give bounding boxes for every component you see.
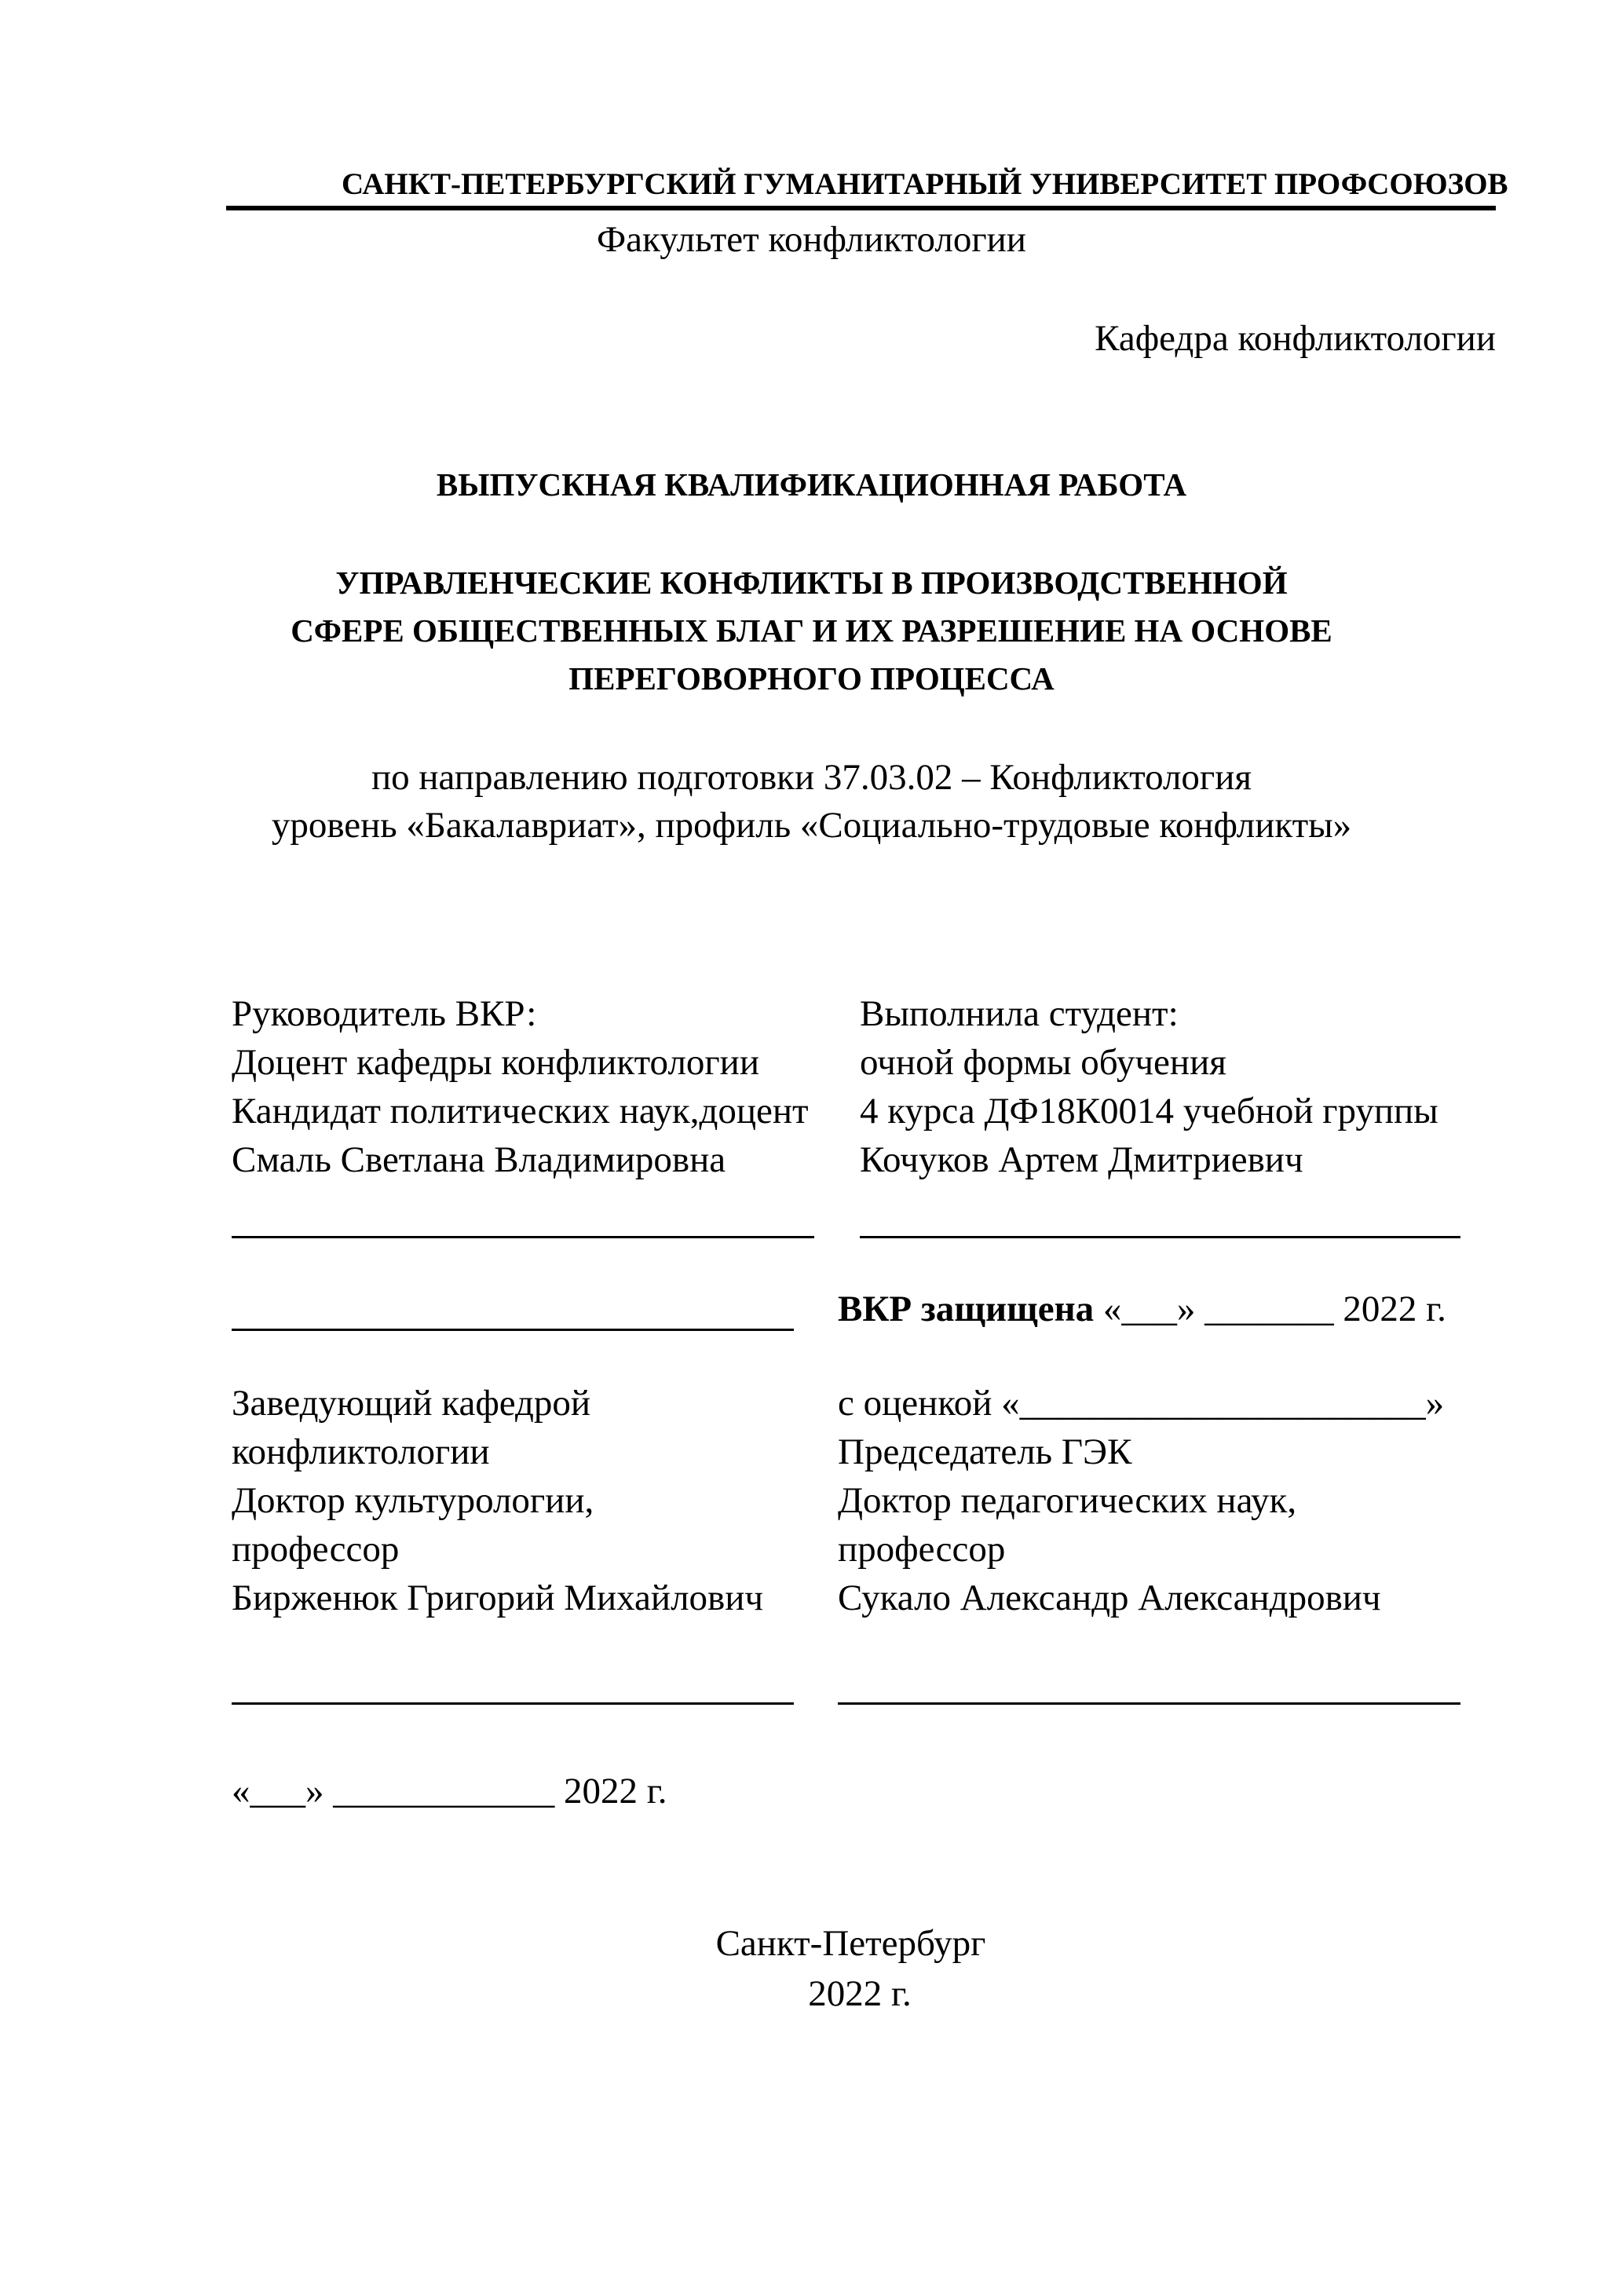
header-rule — [226, 206, 1496, 210]
department-name: Кафедра конфликтологии — [1095, 318, 1496, 359]
gek-chair-name: Сукало Александр Александрович — [838, 1578, 1381, 1618]
supervisor-position: Доцент кафедры конфликтологии — [232, 1042, 759, 1083]
gek-chair-title: профессор — [838, 1529, 1006, 1570]
year: 2022 г. — [808, 1973, 912, 2014]
supervisor-signature-line — [232, 1236, 814, 1238]
university-name: САНКТ-ПЕТЕРБУРГСКИЙ ГУМАНИТАРНЫЙ УНИВЕРСИТЕТ ПРОФСОЮЗОВ — [342, 167, 1508, 201]
student-label: Выполнила студент: — [860, 993, 1179, 1034]
study-direction — [0, 754, 1623, 850]
head-of-department-block — [232, 1379, 763, 1622]
topic-line: СФЕРЕ ОБЩЕСТВЕННЫХ БЛАГ И ИХ РАЗРЕШЕНИЕ НА ОСНОВЕ — [291, 612, 1332, 649]
gek-chair-signature-line — [838, 1702, 1460, 1705]
student-signature-line — [860, 1236, 1460, 1238]
defense-grade: с оценкой «______________________» — [838, 1383, 1445, 1424]
gek-chair-label: Председатель ГЭК — [838, 1431, 1132, 1472]
student-group: 4 курса ДФ18К0014 учебной группы — [860, 1091, 1438, 1132]
topic-line: ПЕРЕГОВОРНОГО ПРОЦЕССА — [568, 660, 1055, 696]
supervisor-name: Смаль Светлана Владимировна — [232, 1139, 726, 1180]
faculty-name: Факультет конфликтологии — [597, 219, 1026, 260]
gek-chair-degree: Доктор педагогических наук, — [838, 1480, 1297, 1521]
head-name: Бирженюк Григорий Михайлович — [232, 1578, 764, 1618]
direction-line: по направлению подготовки 37.03.02 – Конфликтология — [371, 757, 1252, 798]
defense-date: «___» _______ 2022 г. — [1102, 1289, 1446, 1329]
student-block — [860, 989, 1438, 1184]
supervisor-block — [232, 989, 809, 1184]
head-signature-line — [232, 1702, 794, 1705]
topic-line: УПРАВЛЕНЧЕСКИЕ КОНФЛИКТЫ В ПРОИЗВОДСТВЕННОЙ — [335, 565, 1288, 601]
supervisor-degree: Кандидат политических наук,доцент — [232, 1091, 809, 1132]
student-name: Кочуков Артем Дмитриевич — [860, 1139, 1303, 1180]
student-study-form: очной формы обучения — [860, 1042, 1226, 1083]
defense-label: ВКР защищена — [838, 1289, 1095, 1329]
work-type-heading: ВЫПУСКНАЯ КВАЛИФИКАЦИОННАЯ РАБОТА — [436, 466, 1187, 503]
thesis-topic — [0, 559, 1623, 703]
head-title: профессор — [232, 1529, 400, 1570]
supervisor-label: Руководитель ВКР: — [232, 993, 537, 1034]
defense-status — [838, 1291, 1446, 1328]
head-degree: Доктор культурологии, — [232, 1480, 594, 1521]
gek-chair-block — [838, 1379, 1444, 1622]
approval-date: «___» ____________ 2022 г. — [232, 1771, 667, 1812]
city: Санкт-Петербург — [715, 1923, 986, 1964]
profile-line: уровень «Бакалавриат», профиль «Социально-трудовые конфликты» — [271, 805, 1352, 846]
supervisor-date-line — [232, 1329, 794, 1331]
head-department: конфликтологии — [232, 1431, 490, 1472]
head-position: Заведующий кафедрой — [232, 1383, 591, 1424]
